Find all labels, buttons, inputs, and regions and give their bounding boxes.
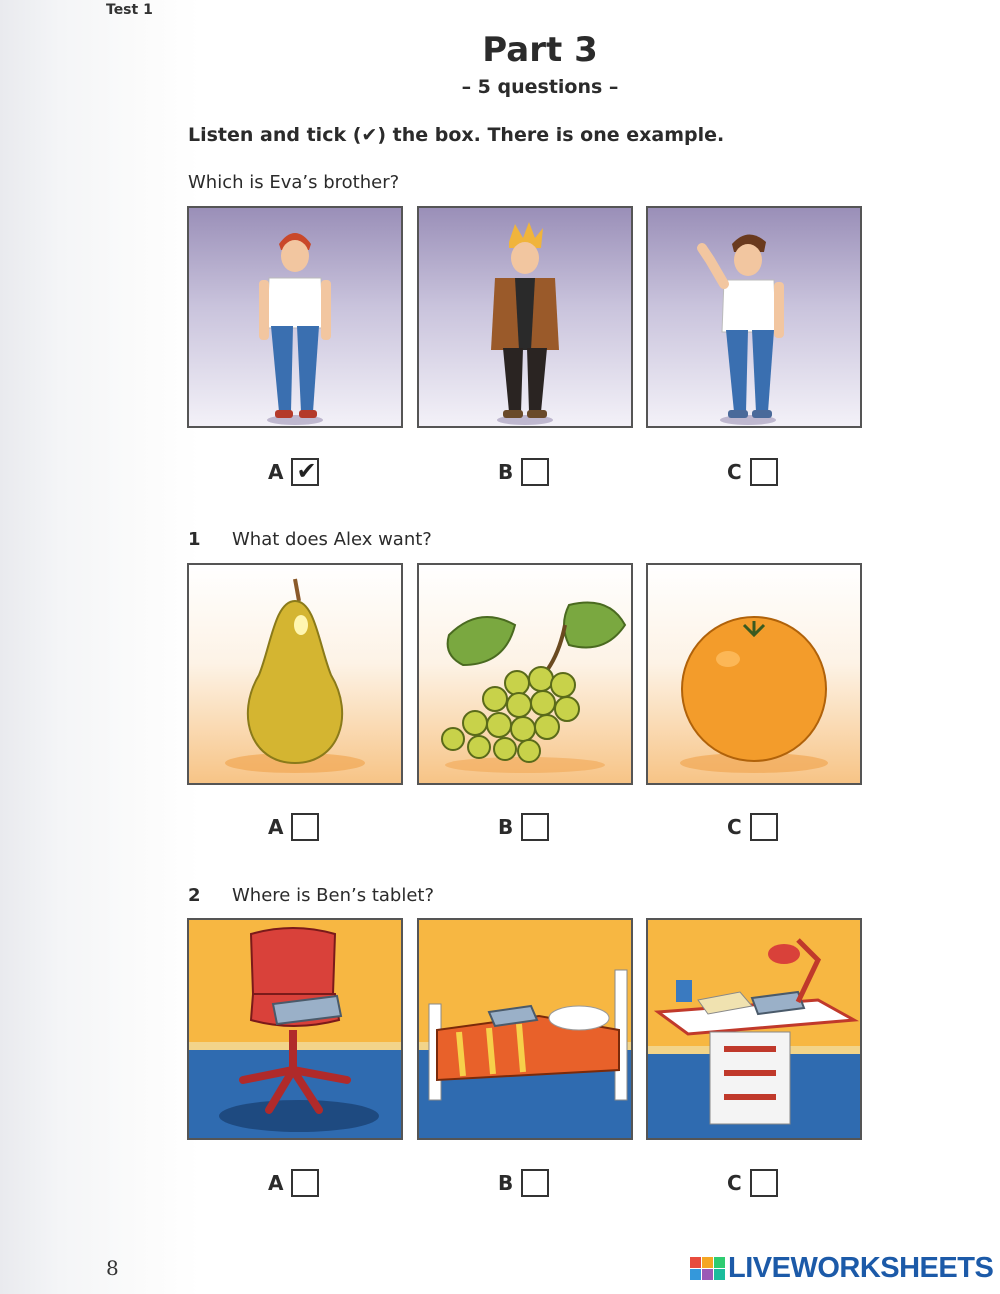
test-label: Test 1 [106, 2, 153, 18]
option-letter: B [498, 460, 514, 484]
question-number: 1 [188, 529, 201, 550]
tablet-on-chair-illustration [189, 920, 401, 1138]
q1-picture-b [417, 563, 633, 785]
option-letter: C [727, 460, 742, 484]
boy-red-cap-illustration [189, 208, 401, 426]
q1-answer-c[interactable] [727, 810, 778, 844]
check-icon: ✔ [296, 457, 317, 485]
example-picture-c [646, 206, 862, 428]
checkbox[interactable] [750, 458, 778, 486]
liveworksheets-logo-icon [690, 1257, 725, 1280]
option-letter: C [727, 1171, 742, 1195]
option-letter: A [268, 1171, 284, 1195]
question-text: Where is Ben’s tablet? [232, 885, 435, 906]
example-answer-b[interactable] [498, 455, 549, 489]
option-letter: A [268, 815, 284, 839]
example-picture-a [187, 206, 403, 428]
boy-waving-illustration [648, 208, 860, 426]
q2-picture-b [417, 918, 633, 1140]
liveworksheets-brand [690, 1252, 993, 1285]
q1-picture-a [187, 563, 403, 785]
boy-brown-jacket-illustration [419, 208, 631, 426]
page-number: 8 [106, 1256, 119, 1280]
tablet-on-bed-illustration [419, 920, 631, 1138]
q1-answer-a[interactable] [268, 810, 319, 844]
checkbox[interactable] [750, 1169, 778, 1197]
question-text: What does Alex want? [232, 529, 432, 550]
q2-answer-c[interactable] [727, 1166, 778, 1200]
example-answer-c[interactable] [727, 455, 778, 489]
q2-answer-a[interactable] [268, 1166, 319, 1200]
option-letter: B [498, 1171, 514, 1195]
question-2 [188, 885, 434, 906]
part-subtitle: – 5 questions – [461, 76, 619, 98]
checkbox[interactable] [521, 458, 549, 486]
pear-illustration [189, 565, 401, 783]
checkbox-checked[interactable] [291, 458, 319, 486]
orange-illustration [648, 565, 860, 783]
example-question: Which is Eva’s brother? [188, 172, 400, 193]
checkbox[interactable] [750, 813, 778, 841]
checkbox[interactable] [521, 1169, 549, 1197]
question-number: 2 [188, 885, 201, 906]
tablet-on-desk-illustration [648, 920, 860, 1138]
checkbox[interactable] [291, 1169, 319, 1197]
q2-picture-a [187, 918, 403, 1140]
checkbox[interactable] [521, 813, 549, 841]
instruction-text: Listen and tick (✔) the box. There is one example. [188, 124, 725, 146]
example-picture-b [417, 206, 633, 428]
q2-answer-b[interactable] [498, 1166, 549, 1200]
part-title: Part 3 [482, 30, 598, 70]
q1-picture-c [646, 563, 862, 785]
q2-picture-c [646, 918, 862, 1140]
option-letter: B [498, 815, 514, 839]
example-answer-a[interactable] [268, 455, 319, 489]
option-letter: C [727, 815, 742, 839]
checkbox[interactable] [291, 813, 319, 841]
q1-answer-b[interactable] [498, 810, 549, 844]
brand-name: LIVEWORKSHEETS [728, 1252, 994, 1284]
question-1 [188, 529, 432, 550]
option-letter: A [268, 460, 284, 484]
grapes-illustration [419, 565, 631, 783]
